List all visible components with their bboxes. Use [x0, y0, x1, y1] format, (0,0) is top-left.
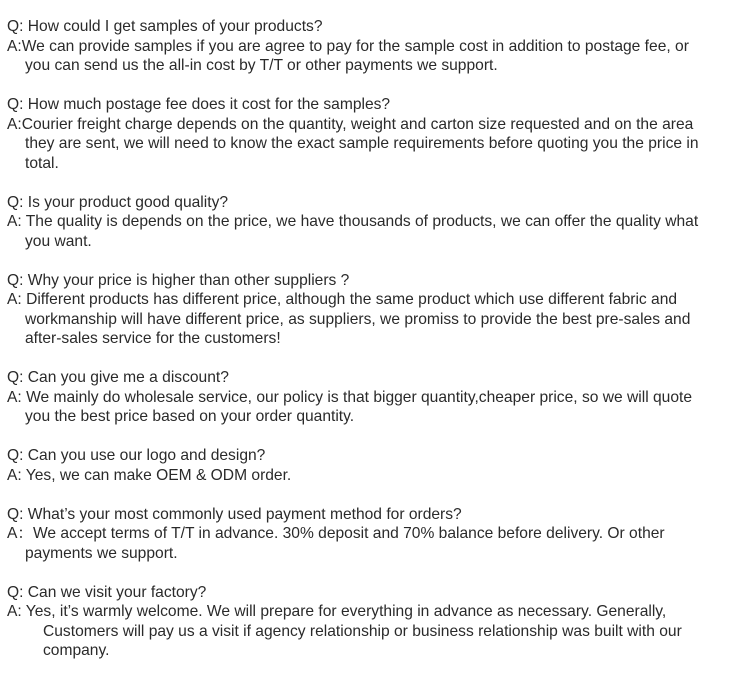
faq-answer-continuation: they are sent, we will need to know the exact sample requirements before quoting you the price in: [25, 135, 699, 152]
faq-answer-continuation: workmanship will have different price, as suppliers, we promiss to provide the best pre-sales and: [25, 310, 691, 328]
faq-answer-continuation: payments we support.: [25, 544, 178, 562]
faq-answer: A: Yes, we can make OEM & ODM order.: [7, 466, 292, 484]
faq-answer-continuation: you can send us the all-in cost by T/T or other payments we support.: [25, 57, 498, 74]
faq-question: Q: Why your price is higher than other suppliers ?: [7, 271, 350, 289]
faq-question: Q: How much postage fee does it cost for the samples?: [7, 96, 391, 113]
faq-answer: A:We can provide samples if you are agree to pay for the sample cost in addition to postage fee, or: [7, 37, 689, 55]
faq-question: Q: How could I get samples of your products?: [7, 18, 323, 35]
faq-list: [7, 17, 749, 680]
faq-item-samples: [7, 17, 749, 76]
faq-question: Q: Can you use our logo and design?: [7, 447, 266, 464]
faq-question: Q: Can you give me a discount?: [7, 369, 229, 386]
faq-question: Q: Can we visit your factory?: [7, 583, 207, 601]
faq-question: Q: What’s your most commonly used payment method for orders?: [7, 505, 462, 523]
faq-item-discount: [7, 368, 749, 427]
faq-answer: A: The quality is depends on the price, we have thousands of products, we can offer the quality what: [7, 213, 699, 230]
faq-answer: A: Yes, it’s warmly welcome. We will prepare for everything in advance as necessary. Generally,: [7, 603, 667, 620]
faq-answer-continuation: total.: [25, 154, 59, 172]
faq-item-postage: [7, 95, 749, 173]
faq-answer: A:Courier freight charge depends on the quantity, weight and carton size requested and on the area: [7, 115, 694, 133]
faq-answer: A：We accept terms of T/T in advance. 30% deposit and 70% balance before delivery. Or other: [7, 525, 665, 542]
faq-item-factory-visit: [7, 583, 749, 661]
faq-answer-continuation: you want.: [25, 232, 92, 250]
faq-item-payment: [7, 505, 749, 564]
faq-item-quality: [7, 193, 749, 252]
faq-item-price: [7, 271, 749, 349]
faq-question: Q: Is your product good quality?: [7, 193, 229, 211]
faq-answer: A: Different products has different price, although the same product which use different fabric and: [7, 291, 678, 308]
faq-answer-continuation: after-sales service for the customers!: [25, 330, 281, 347]
faq-answer-continuation: you the best price based on your order quantity.: [25, 408, 355, 425]
faq-answer: A: We mainly do wholesale service, our policy is that bigger quantity,cheaper price, so we will quote: [7, 388, 693, 406]
faq-answer-continuation: Customers will pay us a visit if agency relationship or business relationship was built with our: [43, 622, 682, 640]
faq-answer-continuation: company.: [43, 642, 110, 659]
faq-item-logo: [7, 446, 749, 485]
